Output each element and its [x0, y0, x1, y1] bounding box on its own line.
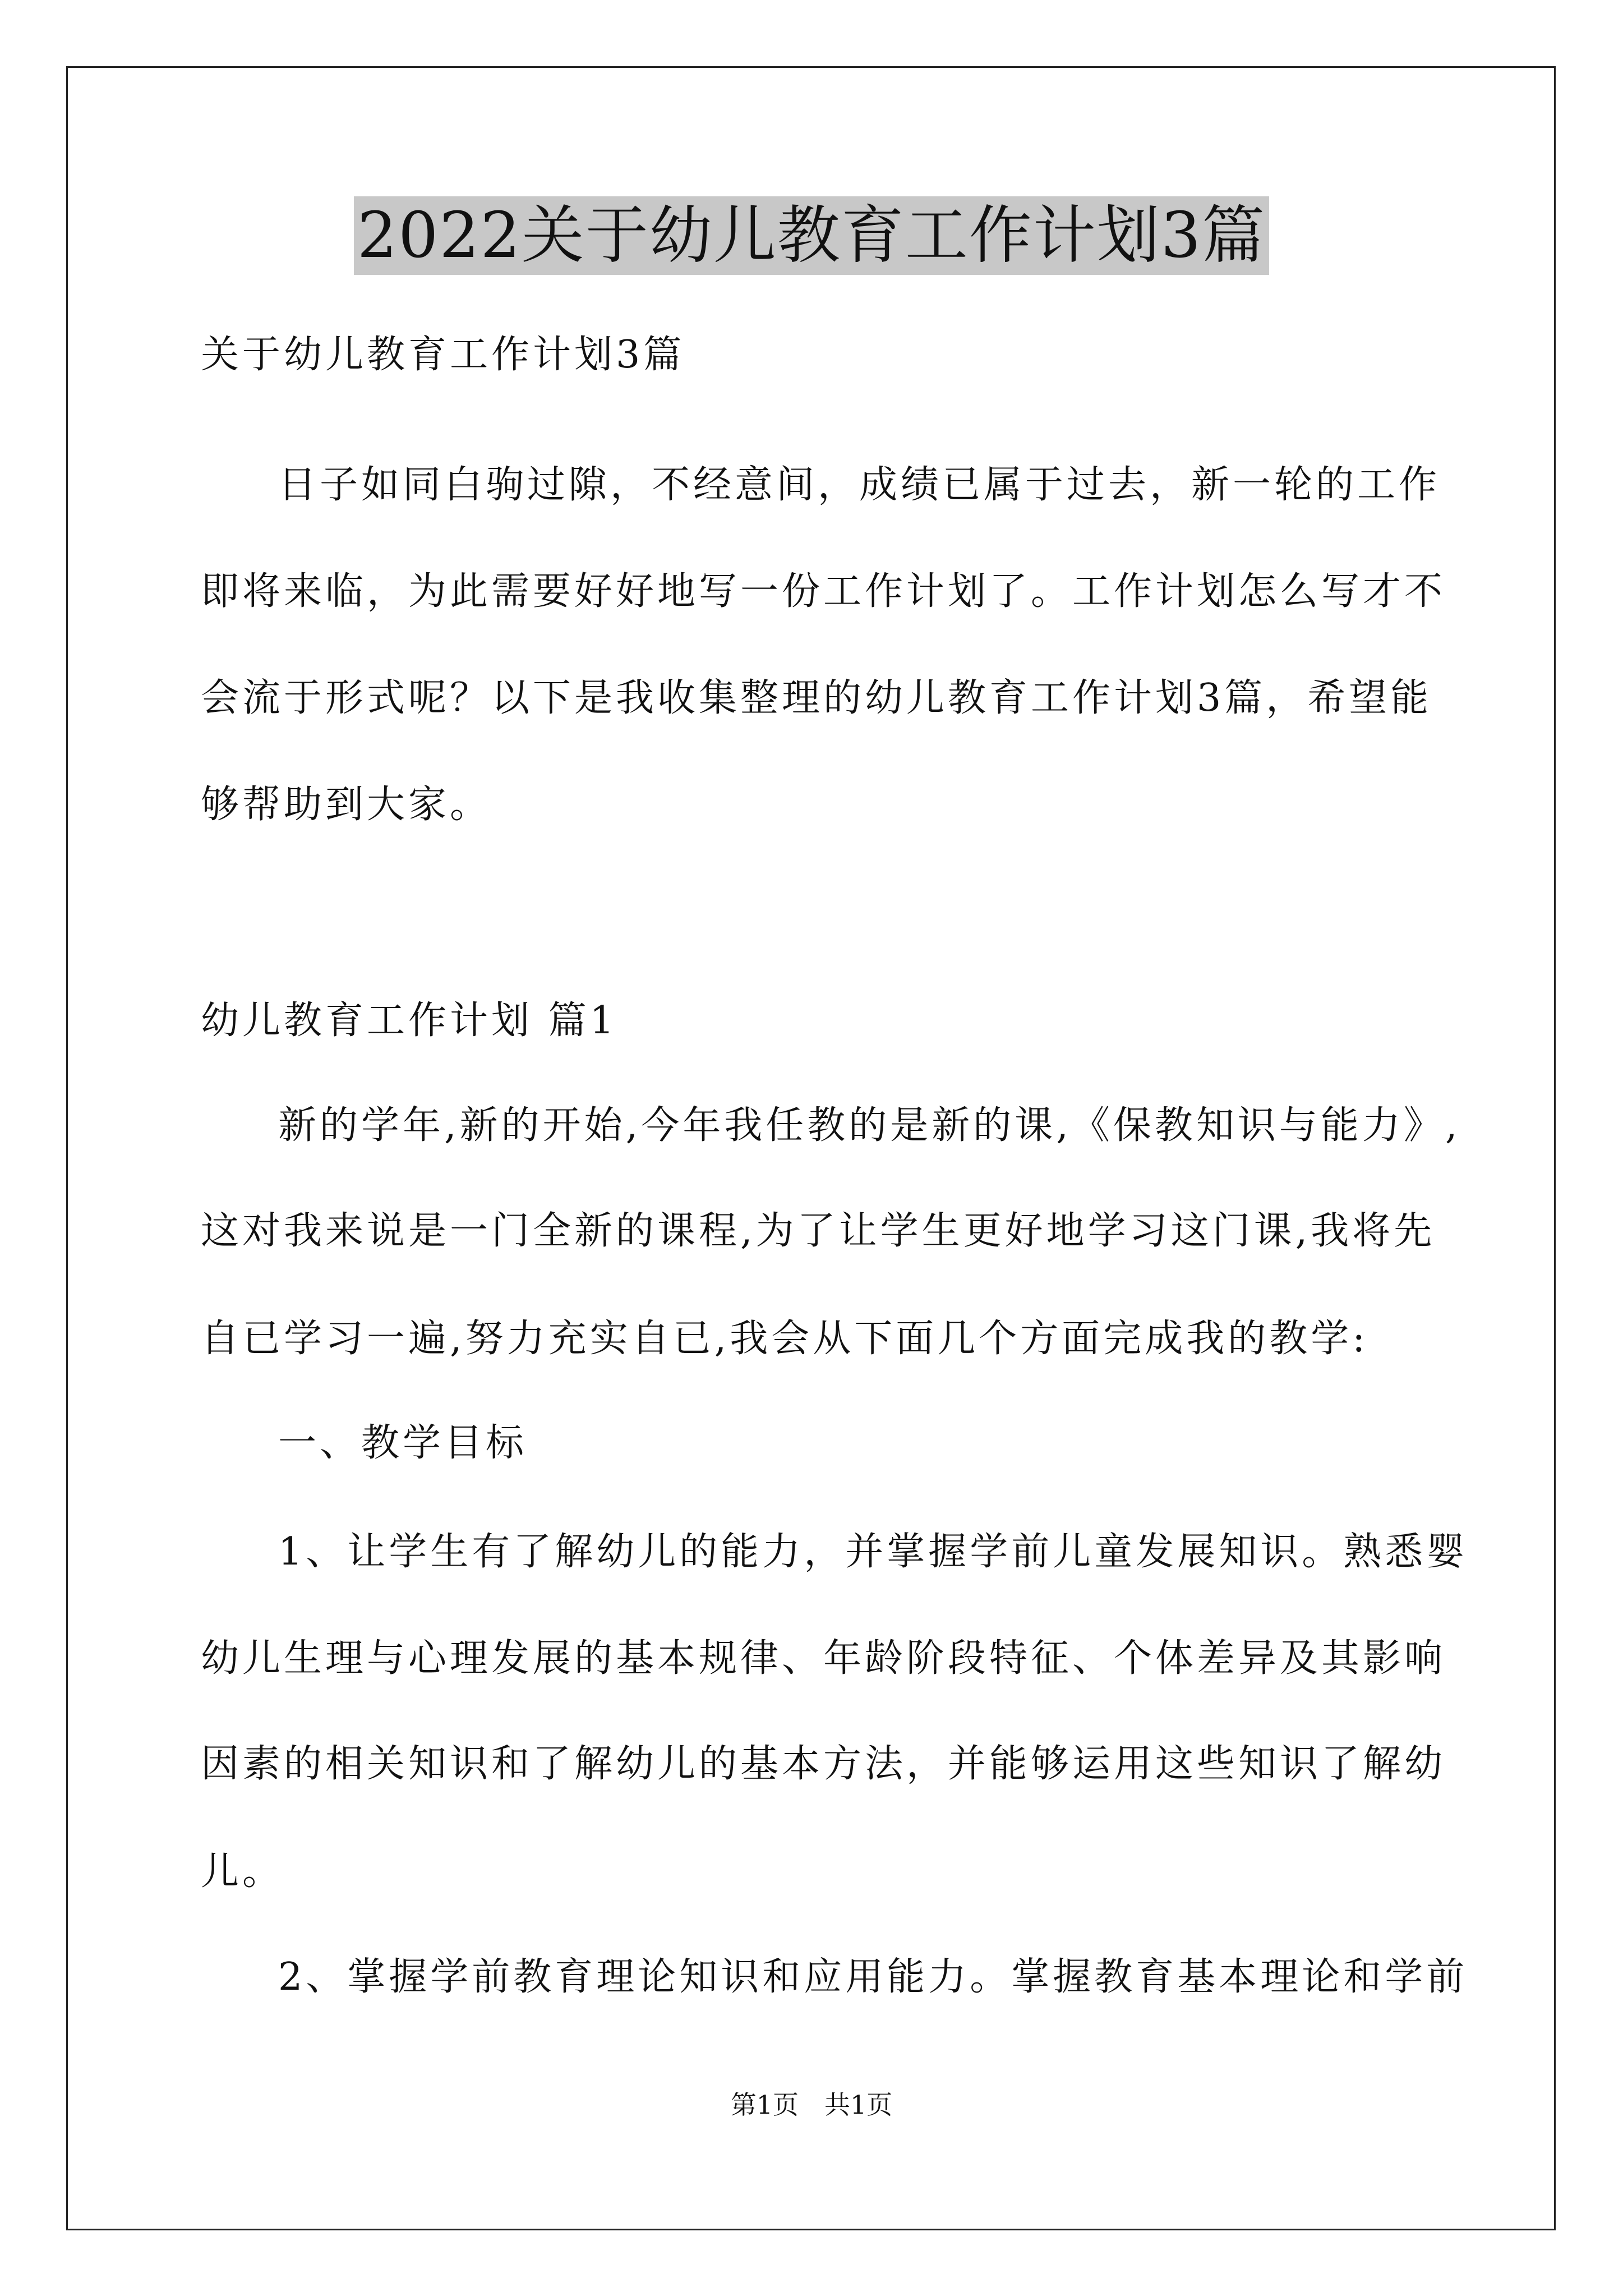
goal-1-line-1: 1、让学生有了解幼儿的能力，并掌握学前儿童发展知识。熟悉婴: [278, 1530, 1468, 1574]
subtitle-line: 关于幼儿教育工作计划3篇: [201, 333, 685, 377]
document-title: 2022关于幼儿教育工作计划3篇: [354, 196, 1269, 275]
paragraph-line-3: 自已学习一遍,努力充实自已,我会从下面几个方面完成我的教学:: [201, 1317, 1369, 1361]
intro-line-2: 即将来临，为此需要好好地写一份工作计划了。工作计划怎么写才不: [201, 569, 1446, 614]
page-footer: 第1页 共1页: [730, 2090, 893, 2120]
intro-line-3: 会流于形式呢？以下是我收集整理的幼儿教育工作计划3篇，希望能: [201, 676, 1432, 720]
title-container: [0, 196, 1623, 275]
paragraph-line-1: 新的学年,新的开始,今年我任教的是新的课,《保教知识与能力》,: [278, 1103, 1461, 1148]
goal-1-line-3: 因素的相关知识和了解幼儿的基本方法，并能够运用这些知识了解幼: [201, 1742, 1446, 1786]
goal-1-line-4: 儿。: [201, 1849, 284, 1894]
intro-line-1: 日子如同白驹过隙，不经意间，成绩已属于过去，新一轮的工作: [278, 463, 1441, 507]
intro-line-4: 够帮助到大家。: [201, 783, 492, 827]
paragraph-line-2: 这对我来说是一门全新的课程,为了让学生更好地学习这门课,我将先: [201, 1209, 1436, 1253]
goal-2-line-1: 2、掌握学前教育理论知识和应用能力。掌握教育基本理论和学前: [278, 1955, 1468, 1999]
subheading-teaching-goals: 一、教学目标: [278, 1421, 528, 1465]
section-heading: 幼儿教育工作计划 篇1: [201, 999, 617, 1043]
goal-1-line-2: 幼儿生理与心理发展的基本规律、年龄阶段特征、个体差异及其影响: [201, 1636, 1446, 1681]
